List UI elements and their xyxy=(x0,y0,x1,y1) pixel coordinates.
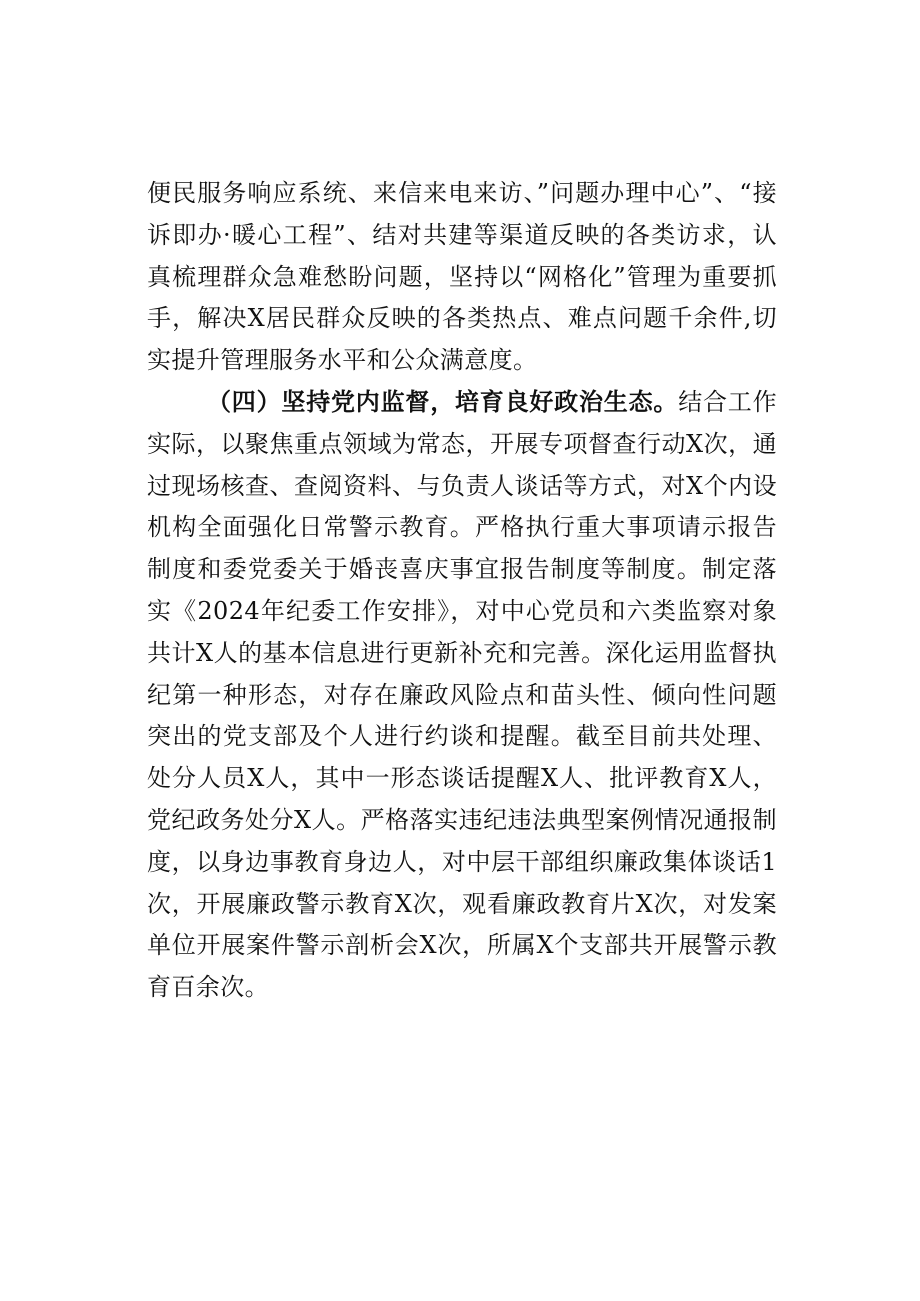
section-heading: （四）坚持党内监督，培育良好政治生态。 xyxy=(207,387,679,416)
paragraph-continued xyxy=(147,173,777,382)
paragraph-section-four xyxy=(147,382,777,1009)
paragraph-1-text: 便民服务响应系统、来信来电来访、”问题办理中心”、“接诉即办·暖心工程”、结对共建等渠道反映的各类访求，认真梳理群众急难愁盼问题，坚持以“网格化”管理为重要抓手，解决X居民群众反映的各类热点、难点问题千余件,切实提升管理服务水平和公众满意度。 xyxy=(147,179,777,375)
document-body xyxy=(147,173,777,1009)
section-body-text: 结合工作实际，以聚焦重点领域为常态，开展专项督查行动X次，通过现场核查、查阅资料、与负责人谈话等方式，对X个内设机构全面强化日常警示教育。严格执行重大事项请示报告制度和委党委关于婚丧喜庆事宜报告制度等制度。制定落实《2024年纪委工作安排》，对中心党员和六类监察对象共计X人的基本信息进行更新补充和完善。深化运用监督执纪第一种形态，对存在廉政风险点和苗头性、倾向性问题突出的党支部及个人进行约谈和提醒。截至目前共处理、处分人员X人，其中一形态谈话提醒X人、批评教育X人，党纪政务处分X人。严格落实违纪违法典型案例情况通报制度，以身边事教育身边人，对中层干部组织廉政集体谈话1次，开展廉政警示教育X次，观看廉政教育片X次，对发案单位开展案件警示剖析会X次，所属X个支部共开展警示教育百余次。 xyxy=(147,387,777,1002)
